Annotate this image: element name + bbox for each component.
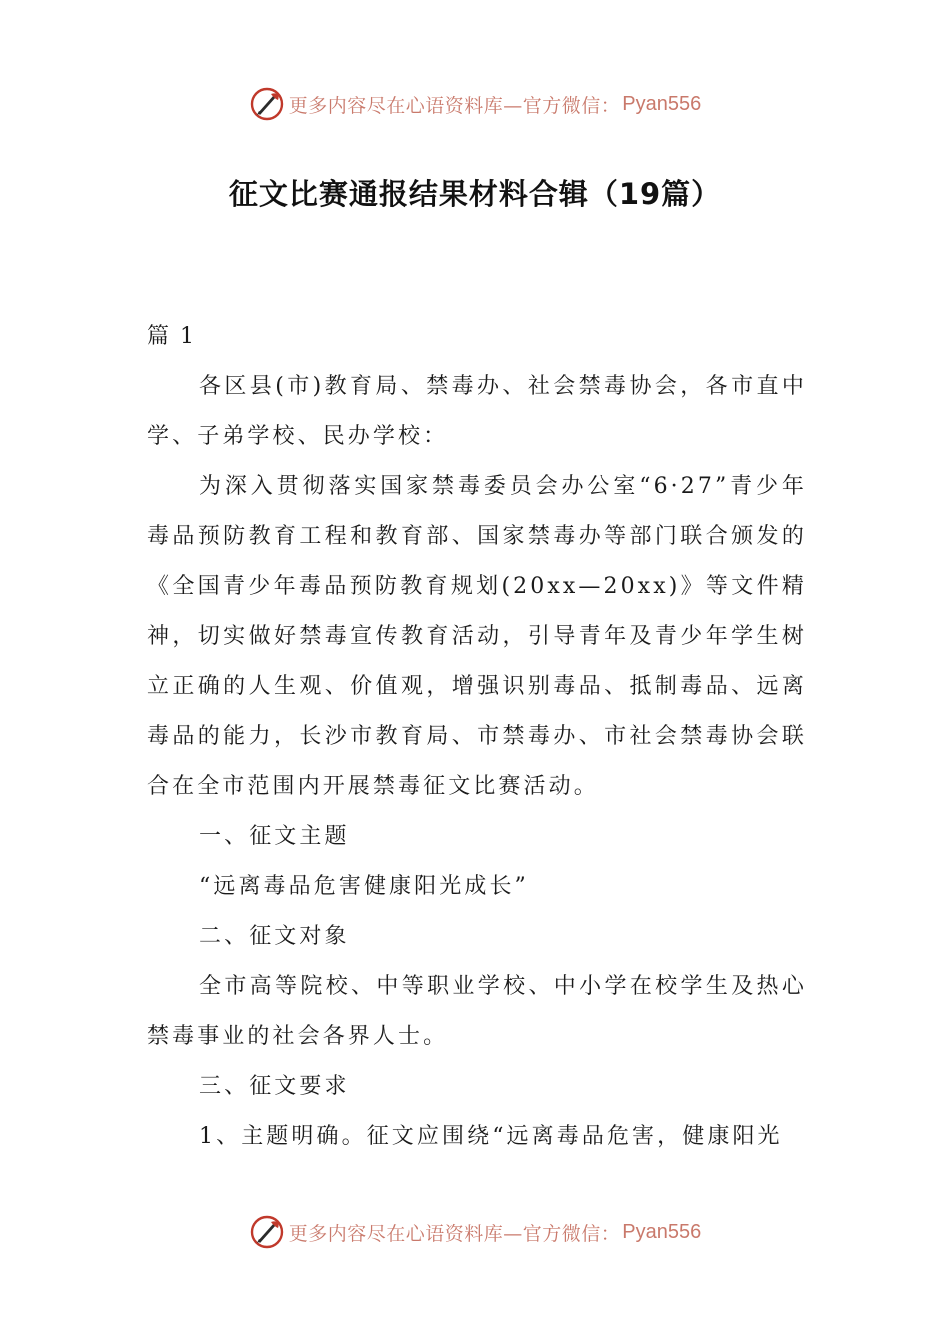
section-label: 篇 1	[147, 324, 196, 349]
heading-theme: 一、征文主题	[199, 824, 350, 849]
audience-paragraph: 全市高等院校、中等职业学校、中小学在校学生及热心禁毒事业的社会各界人士。	[147, 974, 807, 1049]
header-banner	[0, 84, 950, 124]
document-title: 征文比赛通报结果材料合辑（19篇）	[228, 177, 722, 211]
theme-text: “远离毒品危害健康阳光成长”	[199, 874, 529, 899]
heading-requirements: 三、征文要求	[199, 1074, 350, 1099]
footer-banner	[0, 1212, 950, 1252]
wechat-id: Pyan556	[622, 92, 702, 115]
quill-logo-icon	[249, 86, 285, 122]
banner-text: 更多内容尽在心语资料库—官方微信：	[288, 1222, 621, 1245]
intro-paragraph: 为深入贯彻落实国家禁毒委员会办公室“6·27”青少年毒品预防教育工程和教育部、国家禁毒办等部门联合颁发的《全国青少年毒品预防教育规划(20xx—20xx)》等文件精神，切实做好禁毒宣传教育活动，引导青年及青少年学生树立正确的人生观、价值观，增强识别毒品、抵制毒品、远离毒品的能力，长沙市教育局、市禁毒办、市社会禁毒协会联合在全市范围内开展禁毒征文比赛活动。	[147, 474, 807, 799]
document-body	[147, 312, 807, 1162]
banner-text: 更多内容尽在心语资料库—官方微信：	[288, 94, 621, 117]
heading-audience: 二、征文对象	[199, 924, 350, 949]
quill-logo-icon	[249, 1214, 285, 1250]
salutation-paragraph: 各区县(市)教育局、禁毒办、社会禁毒协会，各市直中学、子弟学校、民办学校：	[147, 374, 807, 449]
wechat-id: Pyan556	[622, 1220, 702, 1243]
requirement-item-1: 1、主题明确。征文应围绕“远离毒品危害，健康阳光	[199, 1124, 783, 1149]
